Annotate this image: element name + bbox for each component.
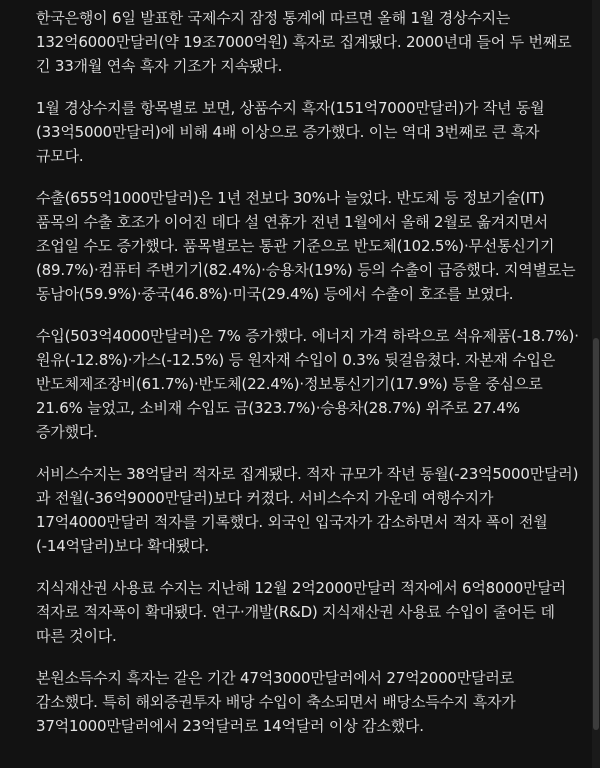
paragraph-ip-royalties: 지식재산권 사용료 수지는 지난해 12월 2억2000만달러 적자에서 6억8000만달러 적자로 적자폭이 확대됐다. 연구·개발(R&D) 지식재산권 사용료 수입이 줄어든 데 따른 것이다. bbox=[36, 579, 566, 645]
paragraph-services-balance: 서비스수지는 38억달러 적자로 집계됐다. 적자 규모가 작년 동월(-23억5000만달러)과 전월(-36억9000만달러)보다 커졌다. 서비스수지 가운데 여행수지가 17억4000만달러 적자를 기록했다. 외국인 입국자가 감소하면서 적자 폭이 전월(-14억달러)보다 확대됐다. bbox=[36, 465, 579, 555]
vertical-scrollbar[interactable] bbox=[592, 0, 600, 768]
paragraph-imports: 수입(503억4000만달러)은 7% 증가했다. 에너지 가격 하락으로 석유제품(-18.7%)·원유(-12.8%)·가스(-12.5%) 등 원자재 수입이 0.3% 뒷걸음쳤다. 자본재 수입은 반도체제조장비(61.7%)·반도체(22.4%)·정보통신기기(17.9%) 등을 중심으로 21.6% 늘었고, 소비재 수입도 금(323.7%)·승용차(28.7%) 위주로 27.4% 증가했다. bbox=[36, 327, 579, 441]
scrollbar-thumb[interactable] bbox=[593, 338, 599, 730]
paragraph-primary-income: 본원소득수지 흑자는 같은 기간 47억3000만달러에서 27억2000만달러로 감소했다. 특히 해외증권투자 배당 수입이 축소되면서 배당소득수지 흑자가 37억1000만달러에서 23억달러로 14억달러 이상 감소했다. bbox=[36, 669, 516, 735]
paragraph-exports: 수출(655억1000만달러)은 1년 전보다 30%나 늘었다. 반도체 등 정보기술(IT) 품목의 수출 호조가 이어진 데다 설 연휴가 전년 1월에서 올해 2월로 옮겨지면서 조업일 수도 증가했다. 품목별로는 통관 기준으로 반도체(102.5%)·무선통신기기(89.7%)·컴퓨터 주변기기(82.4%)·승용차(19%) 등의 수출이 급증했다. 지역별로는 동남아(59.9%)·중국(46.8%)·미국(29.4%) 등에서 수출이 호조를 보였다. bbox=[36, 189, 576, 303]
paragraph-goods-balance: 1월 경상수지를 항목별로 보면, 상품수지 흑자(151억7000만달러)가 작년 동월(33억5000만달러)에 비해 4배 이상으로 증가했다. 이는 역대 3번째로 큰 흑자 규모다. bbox=[36, 99, 545, 165]
paragraph-current-account-summary: 한국은행이 6일 발표한 국제수지 잠정 통계에 따르면 올해 1월 경상수지는 132억6000만달러(약 19조7000억원) 흑자로 집계됐다. 2000년대 들어 두 번째로 긴 33개월 연속 흑자 기조가 지속됐다. bbox=[36, 9, 572, 75]
